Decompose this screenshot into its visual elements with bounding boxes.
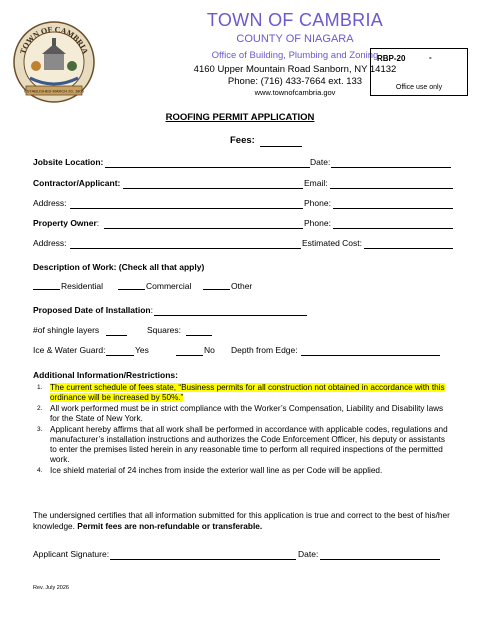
office-name: Office of Building, Plumbing and Zoning: [211, 50, 379, 61]
depth-field[interactable]: [301, 355, 440, 356]
list-text: Ice shield material of 24 inches from inside the exterior wall line as per Code will be applied.: [50, 466, 383, 475]
town-seal-logo: [12, 20, 96, 104]
list-item: [31, 404, 451, 424]
list-item: [31, 466, 451, 476]
other-check[interactable]: [203, 289, 230, 290]
squares-field[interactable]: [186, 335, 212, 336]
phone-label: Phone:: [304, 198, 331, 208]
no-label: No: [204, 345, 215, 355]
list-text: All work performed must be in strict compliance with the Worker’s Compensation, Liability and Disability laws for the State of New York.: [50, 404, 444, 423]
proposed-date-colon: :: [150, 305, 153, 315]
commercial-label: Commercial: [146, 281, 192, 291]
residential-check[interactable]: [33, 289, 60, 290]
seal-bottom-text: ESTABLISHED MARCH 20, 1808: [24, 88, 84, 94]
list-item: [31, 383, 451, 403]
owner-phone-label: Phone:: [304, 218, 331, 228]
office-phone: Phone: (716) 433-7664 ext. 133: [227, 76, 363, 87]
town-name: TOWN OF CAMBRIA: [206, 10, 384, 30]
website: www.townofcambria.gov: [254, 88, 336, 97]
phone-field[interactable]: [333, 208, 453, 209]
ice-water-no-check[interactable]: [176, 355, 203, 356]
jobsite-field[interactable]: [105, 167, 310, 168]
certification-bold: Permit fees are non-refundable or transferable.: [77, 521, 263, 531]
certification-text: [33, 510, 453, 532]
ice-water-yes-check[interactable]: [106, 355, 134, 356]
owner-address-label: Address:: [33, 238, 67, 248]
svg-text:TOWN OF CAMBRIA: TOWN OF CAMBRIA: [18, 24, 90, 56]
list-text-highlighted: The current schedule of fees state, “Business permits for all construction not obtained in accordance with this ordinance will be increased by 50%.”: [50, 383, 445, 402]
proposed-date-field[interactable]: [154, 315, 307, 316]
list-number: 1.: [37, 384, 43, 391]
ice-water-label: Ice & Water Guard:: [33, 345, 106, 355]
list-number: 2.: [37, 405, 43, 412]
other-label: Other: [231, 281, 253, 291]
estimated-cost-field[interactable]: [364, 248, 453, 249]
signature-date-field[interactable]: [320, 559, 440, 560]
address-label: Address:: [33, 198, 67, 208]
contractor-label: Contractor/Applicant:: [33, 178, 121, 188]
owner-field[interactable]: [104, 228, 303, 229]
fees-label: Fees:: [230, 135, 255, 146]
proposed-date-label: Proposed Date of Installation: [33, 305, 151, 315]
fees-field[interactable]: [260, 146, 302, 147]
estimated-cost-label: Estimated Cost:: [302, 238, 362, 248]
certification-body: The undersigned certifies that all information submitted for this application is true and correct to the best of his/her knowledge.: [33, 510, 450, 531]
permit-code: RBP-20: [377, 54, 406, 63]
residential-label: Residential: [61, 281, 104, 291]
office-use-note: Office use only: [395, 84, 443, 91]
address-field[interactable]: [70, 208, 303, 209]
depth-label: Depth from Edge:: [231, 345, 298, 355]
signature-field[interactable]: [110, 559, 296, 560]
county-name: COUNTY OF NIAGARA: [236, 33, 354, 45]
list-number: 3.: [37, 426, 43, 433]
squares-label: Squares:: [147, 325, 182, 335]
owner-phone-field[interactable]: [333, 228, 453, 229]
permit-code-dash: -: [429, 53, 432, 62]
commercial-check[interactable]: [118, 289, 145, 290]
email-field[interactable]: [330, 188, 453, 189]
date-field[interactable]: [331, 167, 451, 168]
jobsite-label: Jobsite Location:: [33, 157, 104, 167]
signature-label: Applicant Signature:: [33, 549, 110, 559]
list-text: Applicant hereby affirms that all work shall be performed in accordance with applicable codes, regulations and manufacturer’s installation instructions and authorizes the Code Enforcement Officer, his deputy or assistants to enter the premises listed herein in any reasonable time to perform all required inspections of the permitted work.: [50, 425, 448, 464]
owner-label: Property Owner: [33, 218, 97, 228]
list-number: 4.: [37, 467, 43, 474]
owner-label-wrap: [33, 218, 99, 228]
contractor-field[interactable]: [123, 188, 303, 189]
yes-label: Yes: [135, 345, 149, 355]
revision-note: Rev. July 2026: [33, 585, 69, 591]
date-label: Date:: [310, 157, 331, 167]
description-label: Description of Work: (Check all that apply): [33, 262, 205, 272]
office-use-box: [370, 48, 468, 96]
shingle-layers-field[interactable]: [106, 335, 127, 336]
office-address: 4160 Upper Mountain Road Sanborn, NY 14132: [193, 64, 397, 75]
form-title: ROOFING PERMIT APPLICATION: [165, 112, 315, 123]
restrictions-list: [31, 383, 451, 477]
owner-address-field[interactable]: [70, 248, 301, 249]
owner-colon: :: [96, 218, 100, 228]
additional-heading: Additional Information/Restrictions:: [33, 370, 178, 380]
shingle-layers-label: #of shingle layers: [33, 325, 100, 335]
signature-date-label: Date:: [298, 549, 319, 559]
email-label: Email:: [304, 178, 328, 188]
proposed-date-label-wrap: [33, 305, 153, 315]
list-item: [31, 425, 451, 465]
